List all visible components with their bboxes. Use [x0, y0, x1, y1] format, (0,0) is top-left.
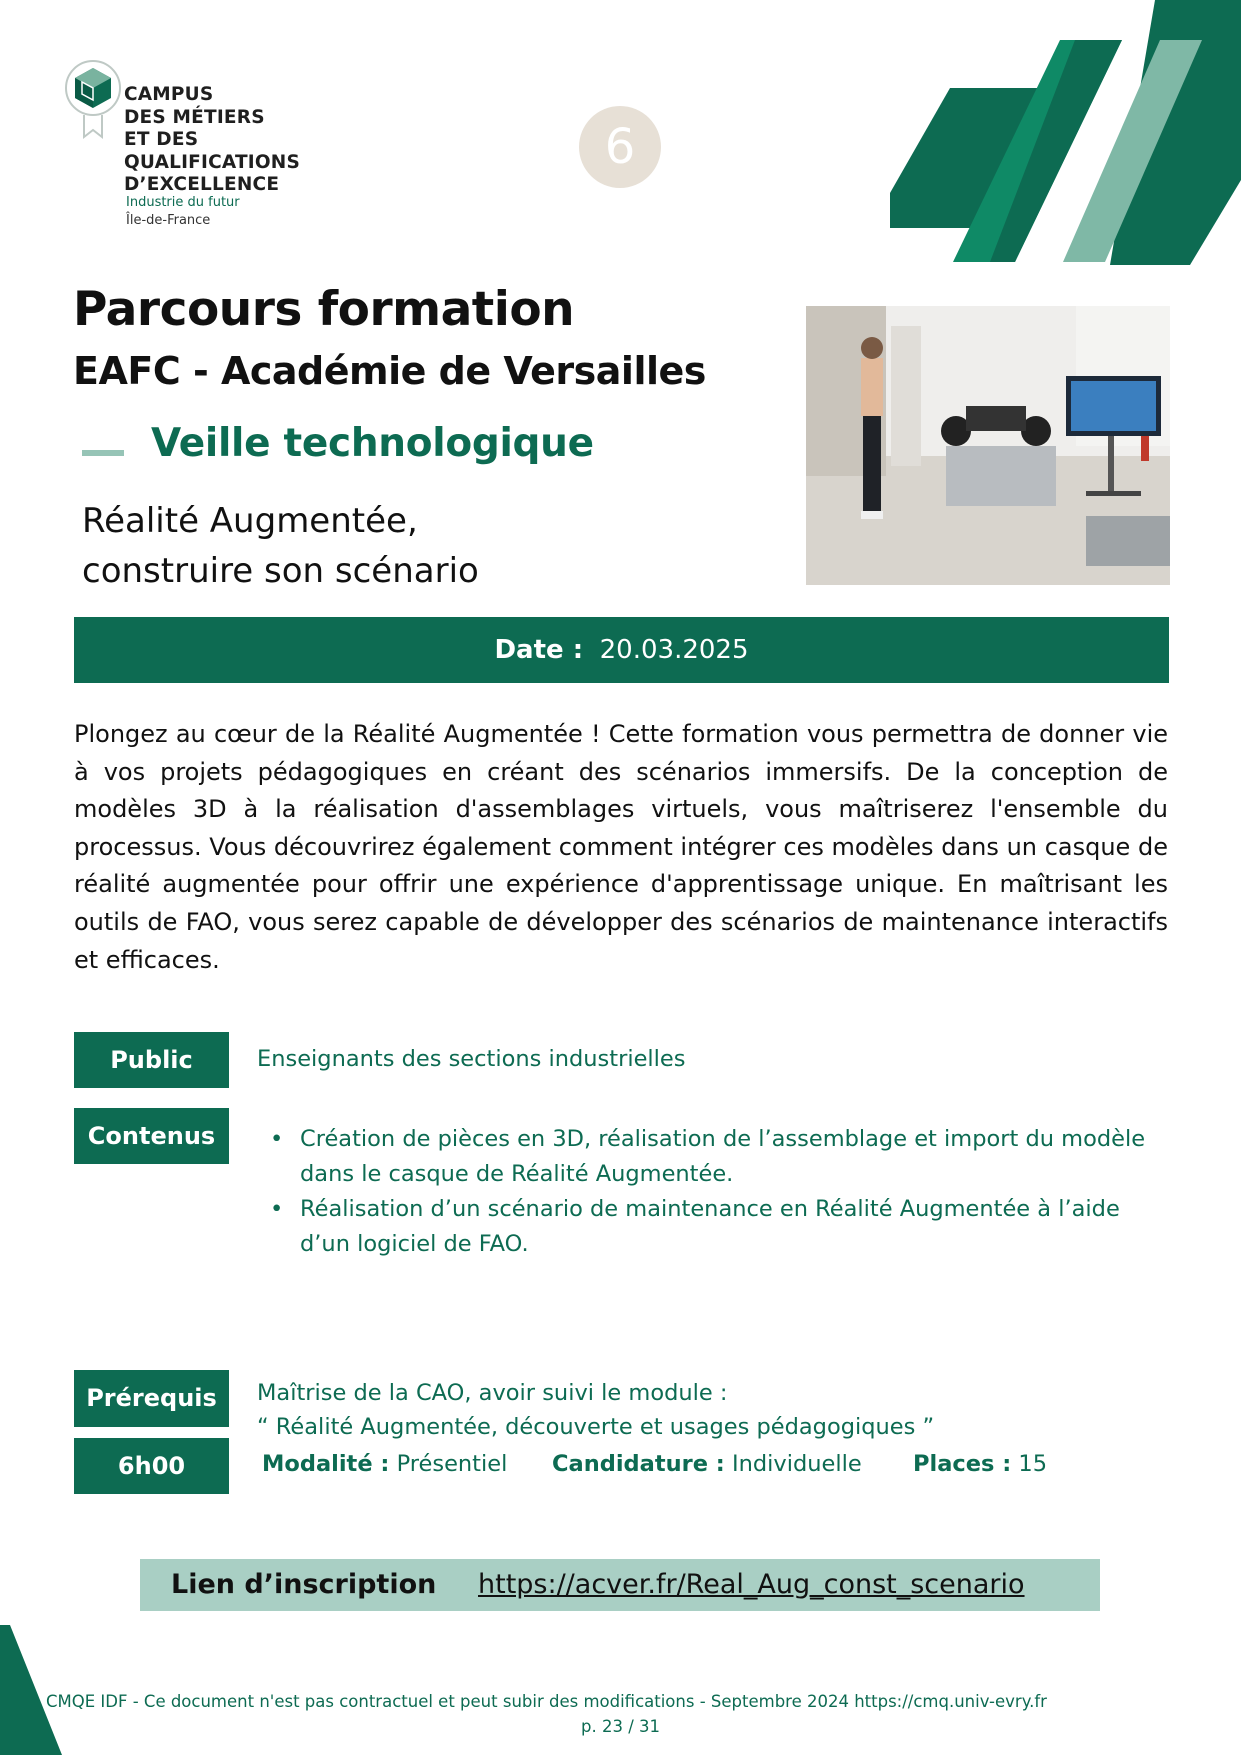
modalite-value: Présentiel [396, 1451, 508, 1477]
contenus-list [270, 1122, 1150, 1262]
course-description: Plongez au cœur de la Réalité Augmentée ! Cette formation vous permettra de donner vie à vos projets pédagogiques en créant des scénarios immersifs. De la conception de modèles 3D à la réalisation d'assemblages virtuels, vous maîtriserez l'ensemble du processus. Vous découvrirez également comment intégrer ces modèles dans un casque de réalité augmentée pour offrir une expérience d'apprentissage unique. En maîtrisant les outils de FAO, vous serez capable de développer des scénarios de maintenance interactifs et efficaces. [74, 720, 1168, 974]
prerequis-line-2: “ Réalité Augmentée, découverte et usages pédagogiques ” [257, 1414, 935, 1440]
course-title-line-1: Réalité Augmentée, [82, 501, 418, 541]
modalite [262, 1451, 507, 1477]
places [913, 1451, 1047, 1477]
public-value: Enseignants des sections industrielles [257, 1046, 686, 1072]
decorative-stripes-icon [890, 0, 1241, 265]
public-label: Public [74, 1032, 229, 1088]
date-label: Date : [494, 635, 584, 665]
places-value: 15 [1018, 1451, 1048, 1477]
inscription-bar [140, 1559, 1100, 1611]
prerequis-label: Prérequis [74, 1370, 229, 1427]
logo-subtitle [126, 194, 240, 230]
course-photo [806, 306, 1170, 585]
prerequis-text [257, 1376, 934, 1444]
photo-illustration [806, 306, 1170, 585]
prerequis-line-1: Maîtrise de la CAO, avoir suivi le module : [257, 1380, 728, 1406]
candidature-label: Candidature : [552, 1451, 725, 1477]
list-item: • Création de pièces en 3D, réalisation de l’assemblage et import du modèle dans le casque de Réalité Augmentée. [270, 1122, 1150, 1192]
logo-sub-industry: Industrie du futur [126, 195, 240, 210]
inscription-label: Lien d’inscription [171, 1569, 437, 1600]
places-label: Places : [913, 1451, 1012, 1477]
logo-line-4: QUALIFICATIONS [124, 151, 300, 173]
page-title: Parcours formation [73, 282, 575, 337]
course-title [82, 496, 479, 596]
contenus-label: Contenus [74, 1108, 229, 1164]
date-bar [74, 617, 1169, 683]
page-subtitle: EAFC - Académie de Versailles [73, 349, 706, 393]
date-value: 20.03.2025 [599, 635, 749, 665]
topic-heading: Veille technologique [151, 421, 594, 466]
logo-line-1: CAMPUS [124, 84, 214, 105]
logo-sub-region: Île-de-France [126, 213, 211, 228]
inscription-link[interactable]: https://acver.fr/Real_Aug_const_scenario [478, 1569, 1025, 1600]
campus-emblem-icon [64, 60, 122, 140]
list-item: • Réalisation d’un scénario de maintenance en Réalité Augmentée à l’aide d’un logiciel de FAO. [270, 1192, 1150, 1262]
logo-line-3: ET DES [124, 129, 199, 150]
candidature-value: Individuelle [731, 1451, 862, 1477]
topic-dash [82, 450, 124, 456]
sheet-number-badge: 6 [579, 106, 661, 188]
logo-line-5: D’EXCELLENCE [124, 174, 280, 195]
course-title-line-2: construire son scénario [82, 551, 479, 591]
footer-text: CMQE IDF - Ce document n'est pas contractuel et peut subir des modifications - Septembre 2024 https://cmq.univ-evry.fr [46, 1692, 1047, 1711]
modalite-label: Modalité : [262, 1451, 390, 1477]
logo-line-2: DES MÉTIERS [124, 106, 265, 128]
page-number: p. 23 / 31 [580, 1717, 660, 1736]
duration-badge: 6h00 [74, 1438, 229, 1494]
campus-logo [60, 58, 320, 233]
candidature [552, 1451, 862, 1477]
logo-wordmark [124, 84, 300, 197]
